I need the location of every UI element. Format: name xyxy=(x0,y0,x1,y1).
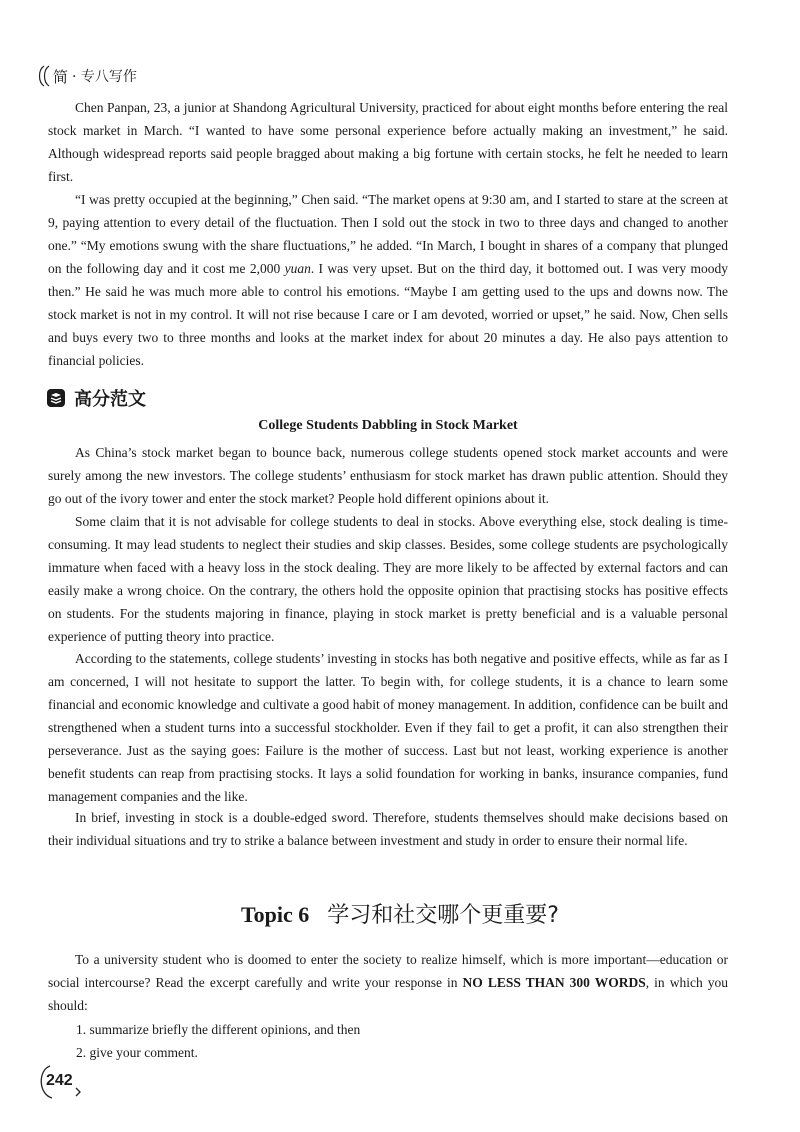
topic-instructions: To a university student who is doomed to enter the society to realize himself, which is more important—education or social intercourse? Read the excerpt carefully and write your response in NO LESS THAN 300 WORDS, in which you should: xyxy=(48,952,728,1013)
essay-title: College Students Dabbling in Stock Market xyxy=(258,418,518,433)
essay-paragraph-4: In brief, investing in stock is a double-edged sword. Therefore, students themselves should make decisions based on their individual situations and try to strike a balance between investment and study in order to ensure their normal life. xyxy=(48,810,728,848)
logo-char: 简 xyxy=(53,68,69,86)
page-number xyxy=(36,1062,86,1102)
section-title: 高分范文 xyxy=(74,389,146,410)
topic-label: Topic 6 xyxy=(241,902,310,927)
instruction-item-2: 2. give your comment. xyxy=(76,1045,198,1060)
topic-heading xyxy=(0,898,800,929)
series-title: · 专八写作 xyxy=(72,69,137,85)
essay-paragraph-2: Some claim that it is not advisable for college students to deal in stocks. Above everything else, stock dealing is time-consuming. It may lead students to neglect their studies and skip classes. Besides, some college students are psychologically immature when faced with a heavy loss in the stock dealing. They are more likely to be affected by external factors and can easily make a wrong choice. On the contrary, the others hold the opposite opinion that practising stocks has positive effects on students. For the students majoring in finance, playing in stock market is pretty beneficial and is a valuable personal experience of putting theory into practice. xyxy=(48,514,728,644)
instruction-item-1: 1. summarize briefly the different opinions, and then xyxy=(76,1022,361,1037)
intro-paragraph-1: Chen Panpan, 23, a junior at Shandong Agricultural University, practiced for about eight months before entering the real stock market in March. “I wanted to have some personal experience before actually making an investment,” he said. Although widespread reports said people bragged about making a big fortune with certain stocks, he felt he needed to learn first. xyxy=(48,100,728,184)
essay-paragraph-1: As China’s stock market began to bounce back, numerous college students opened stock market accounts and were surely among the new investors. The college students’ enthusiasm for stock market has drawn public attention. Should they go out of the ivory tower and enter the stock market? People hold different opinions about it. xyxy=(48,445,728,506)
book-icon xyxy=(46,388,66,408)
essay-paragraph-3: According to the statements, college students’ investing in stocks has both negative and positive effects, while as far as I am concerned, I will not hesitate to support the latter. To begin with, for college students, it is a chance to learn some financial and economic knowledge and cultivate a good habit of money management. In addition, confidence can be built and strengthened when a student turns into a successful stockholder. Even if they fail to get a profit, it can also strengthen their perseverance. Just as the saying goes: Failure is the mother of success. Last but not least, working experience is another benefit students can reap from practising stocks. It lays a solid foundation for working in banks, insurance companies, fund management companies and the like. xyxy=(48,651,728,804)
running-header xyxy=(36,62,137,90)
intro-paragraph-2: “I was pretty occupied at the beginning,” Chen said. “The market opens at 9:30 am, and I started to stare at the screen at 9, paying attention to every detail of the fluctuation. Then I sold out the stock in two to three days and changed to another one.” “My emotions swung with the share fluctuations,” he added. “In March, I bought in shares of a company that plunged on the following day and it cost me 2,000 yuan. I was very upset. But on the third day, it bottomed out. I was very moody then.” He said he was much more able to control his emotions. “Maybe I am getting used to the ups and downs now. The stock market is not in my control. It will not rise because I care or I am devoted, worried or upset,” he said. Now, Chen sells and buys every two to three months and looks at the market index for about 20 minutes a day. He also pays attention to financial policies. xyxy=(48,192,728,368)
page-number-text: 242 xyxy=(46,1072,73,1089)
section-heading xyxy=(46,385,146,411)
topic-title-cn: 学习和社交哪个更重要? xyxy=(327,903,559,928)
